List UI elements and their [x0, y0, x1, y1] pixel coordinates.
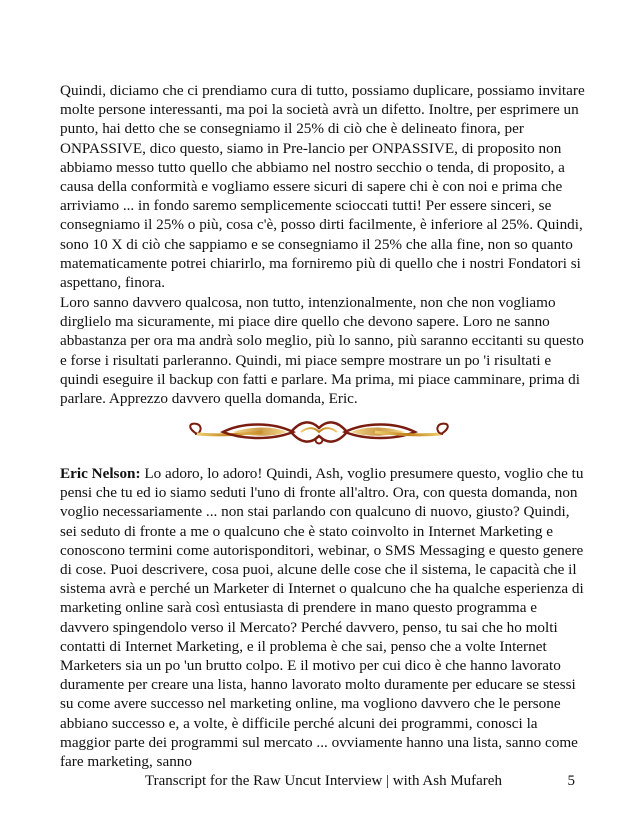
paragraph-3-text: Lo adoro, lo adoro! Quindi, Ash, voglio presumere questo, voglio che tu pensi che tu ed io siamo seduti l'uno di fronte all'altro. Ora, con questa domanda, non voglio necessariamente ... non stai parlando con qualcuno di nuovo, giusto? Quindi, sei seduto di fronte a me o qualcuno che è stato coinvolto in Internet Marketing e conoscono termini come autorisponditori, webinar, o SMS Messaging e questo genere di cose. Puoi descrivere, cosa puoi, alcune delle cose che il sistema, le capacità che il sistema avrà e perché un Marketer di Internet o qualcuno che ha qualche esperienza di marketing online sarà così entusiasta di prendere in mano questo programma e davvero spingendolo verso il Mercato? Perché davvero, penso, tu sai che ho molti contatti di Internet Marketing, e il problema è che sai, penso che a volte Internet Marketers sia un po 'un brutto colpo. E il motivo per cui dico è che hanno lavorato duramente per creare una lista, hanno lavorato molto duramente per educare se stessi su come avere successo nel marketing online, ma vogliono davvero che le persone abbiano successo e, a volte, è difficile perché alcuni dei programmi, conosci la maggior parte dei programmi sul mercato ... ovviamente hanno una lista, sanno come fare marketing, sanno [60, 465, 584, 771]
speaker-name: Eric Nelson: [60, 465, 141, 482]
footer-title: Transcript for the Raw Uncut Interview | with Ash Mufareh [145, 773, 502, 789]
body-paragraph-1: Quindi, diciamo che ci prendiamo cura di tutto, possiamo duplicare, possiamo invitare molte persone interessanti, ma poi la società avrà un difetto. Inoltre, per esprimere un punto, hai detto che se consegniamo il 25% di ciò che è delineato finora, per ONPASSIVE, dico questo, siamo in Pre-lancio per ONPASSIVE, di proposito non abbiamo messo tutto quello che abbiamo nel nostro secchio o tenda, di proposito, a causa della conformità e vogliamo essere sicuri di sapere chi è con noi e prima che arriviamo ... in fondo saremo semplicemente scioccati tutti! Per essere sinceri, se consegniamo il 25% o più, cosa c'è, posso dirti facilmente, è inferiore al 25%. Quindi, sono 10 X di ciò che sappiamo e se consegniamo il 25% che alla fine, non so quanto matematicamente potrei chiarirlo, ma forniremo più di quello che i nostri Fondatori si aspettano, finora. [60, 82, 585, 292]
page-footer [60, 771, 585, 791]
body-paragraph-2: Loro sanno davvero qualcosa, non tutto, intenzionalmente, non che non vogliamo dirglielo ma sicuramente, mi piace dire quello che devono sapere. Loro ne sanno abbastanza per ora ma andrà solo meglio, più lo sanno, più saranno eccitanti su questo e forse i risultati parleranno. Quindi, mi piace sempre mostrare un po 'i risultati e quindi eseguire il backup con fatti e parlare. Ma prima, mi piace camminare, prima di parlare. Apprezzo davvero quella domanda, Eric. [60, 294, 584, 408]
page-number: 5 [567, 773, 575, 789]
body-paragraph-3 [60, 464, 585, 771]
scroll-flourish-divider-icon [183, 414, 455, 450]
